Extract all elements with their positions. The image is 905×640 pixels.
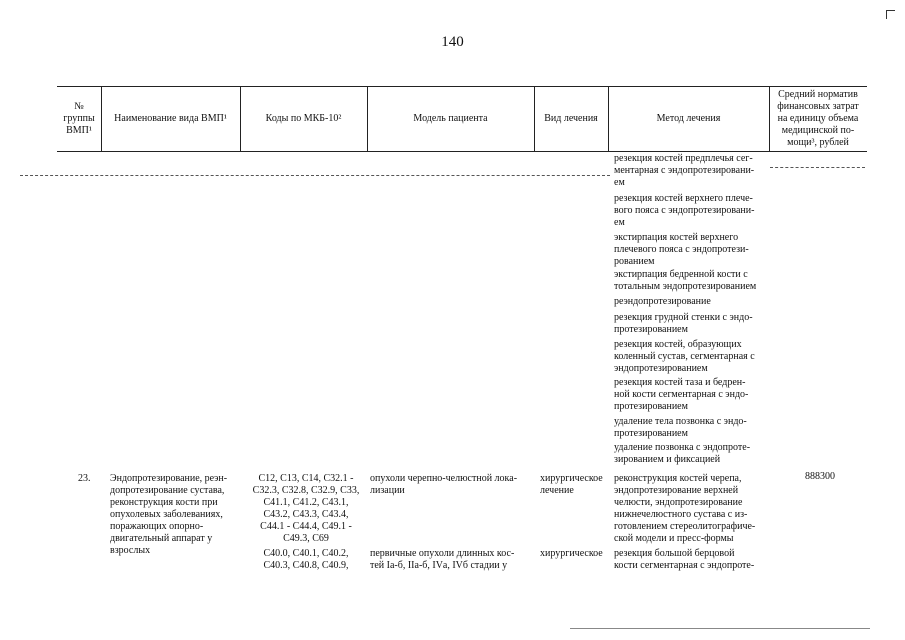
method-item: резекция грудной стенки с эндо- протезированием — [614, 312, 753, 335]
method-item: резекция костей предплечья сег- ментарная с эндопротезировани- ем — [614, 153, 755, 188]
treatment-type: хирургическое лечение — [540, 473, 603, 496]
header-patient-model: Модель пациента — [413, 113, 488, 124]
header-financial-norm: Средний норматив финансовых затрат на единицу объема медицинской по- мощи³, рублей — [777, 89, 859, 148]
method-item: экстирпация бедренной кости с тотальным эндопротезированием — [614, 269, 757, 292]
method-item: резекция костей верхнего плече- вого пояса с эндопротезировани- ем — [614, 193, 755, 228]
header-icd-codes: Коды по МКБ-10² — [265, 113, 342, 124]
financial-norm: 888300 — [805, 471, 835, 482]
method-item: реэндопротезирование — [614, 296, 711, 307]
treatment-type: хирургическое — [540, 548, 603, 559]
page-number: 140 — [441, 34, 464, 50]
method-item: резекция костей, образующих коленный сустав, сегментарная с эндопротезированием — [614, 339, 755, 374]
vmp-name: Эндопротезирование, реэн- допротезирование сустава, реконструкция кости при опухолевых заболеваниях, поражающих опорно- двигательный аппарат у взрослых — [110, 473, 228, 556]
method-item: удаление тела позвонка с эндо- протезированием — [614, 416, 747, 439]
header-treatment-type: Вид лечения — [544, 113, 598, 124]
method-item: экстирпация костей верхнего плечевого пояса с эндопротези- рованием — [614, 232, 749, 267]
icd-codes: C40.0, C40.1, C40.2, C40.3, C40.8, C40.9, — [263, 548, 349, 571]
treatment-method: реконструкция костей черепа, эндопротезирование верхней челюсти, эндопротезирование нижнечелюстного сустава с из- готовлением стереолитографиче- ской модели и пресс-формы — [614, 473, 756, 544]
icd-codes: C12, C13, C14, C32.1 - C32.3, C32.8, C32.9, C33, C41.1, C41.2, C43.1, C43.2, C43.3, C43.4, C44.1 - C44.4, C49.1 - C49.3, C69 — [252, 473, 360, 544]
group-number: 23. — [78, 473, 91, 484]
patient-model: опухоли черепно-челюстной лока- лизации — [370, 473, 518, 496]
patient-model: первичные опухоли длинных кос- тей Iа-б, IIа-б, IVа, IVб стадии у — [370, 548, 515, 571]
treatment-method: резекция большой берцовой кости сегментарная с эндопроте- — [614, 548, 755, 571]
corner-mark — [886, 10, 895, 19]
dashed-divider — [20, 175, 610, 176]
scan-edge-line — [570, 628, 870, 629]
header-group-number: № группы ВМП¹ — [63, 101, 95, 136]
method-item: резекция костей таза и бедрен- ной кости сегментарная с эндо- протезированием — [614, 377, 749, 412]
dashed-divider — [770, 167, 865, 168]
method-item: удаление позвонка с эндопроте- зированием и фиксацией — [614, 442, 751, 465]
header-vmp-name: Наименование вида ВМП¹ — [114, 113, 227, 124]
header-treatment-method: Метод лечения — [656, 113, 721, 124]
